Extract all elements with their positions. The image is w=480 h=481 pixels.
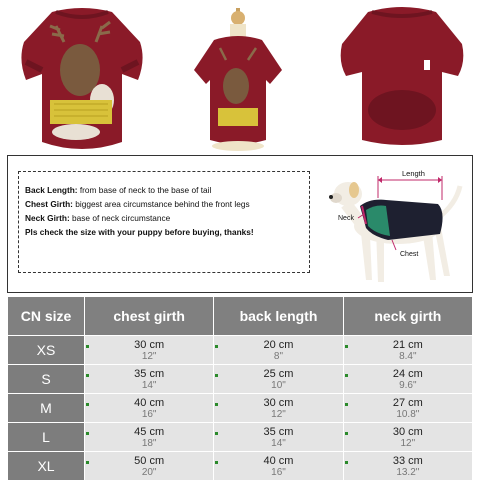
header-chest-girth: chest girth [85,297,214,336]
size-cell: S [8,365,85,394]
header-back-length: back length [214,297,343,336]
neck-label: Neck [338,215,354,222]
back-cell: 25 cm 10" [214,365,343,394]
chest-cell: 35 cm 14" [85,365,214,394]
chest-label: Chest [400,251,419,258]
header-cn-size: CN size [8,297,85,336]
back-length-note: Back Length: from base of neck to the base of tail [25,185,212,195]
sweater-back-image [332,0,472,152]
neck-cell: 33 cm 13.2" [343,452,472,481]
table-row [8,365,473,394]
sweater-front-image [12,0,152,152]
size-cell: M [8,394,85,423]
neck-cell: 21 cm 8.4" [343,336,472,365]
size-warning: Pls check the size with your puppy before buying, thanks! [25,227,254,237]
table-row [8,452,473,481]
chest-cell: 30 cm 12" [85,336,214,365]
size-cell: XL [8,452,85,481]
chest-girth-note: Chest Girth: biggest area circumstance behind the front legs [25,199,250,209]
neck-cell: 30 cm 12" [343,423,472,452]
back-cell: 20 cm 8" [214,336,343,365]
chest-cell: 45 cm 18" [85,423,214,452]
table-row [8,423,473,452]
sweater-mannequin-image [178,0,298,152]
table-header-row [8,297,473,336]
size-info-panel [7,155,473,293]
back-cell: 35 cm 14" [214,423,343,452]
chest-cell: 50 cm 20" [85,452,214,481]
size-cell: XS [8,336,85,365]
table-row [8,336,473,365]
table-row [8,394,473,423]
neck-girth-note: Neck Girth: base of neck circumstance [25,213,171,223]
back-cell: 40 cm 16" [214,452,343,481]
size-cell: L [8,423,85,452]
back-cell: 30 cm 12" [214,394,343,423]
neck-cell: 27 cm 10.8" [343,394,472,423]
header-neck-girth: neck girth [343,297,472,336]
measurement-guide [18,171,310,273]
dog-measurement-diagram [326,164,466,290]
length-label: Length [402,169,425,178]
product-photos [0,0,480,152]
neck-cell: 24 cm 9.6" [343,365,472,394]
size-chart-table [7,296,473,481]
chest-cell: 40 cm 16" [85,394,214,423]
